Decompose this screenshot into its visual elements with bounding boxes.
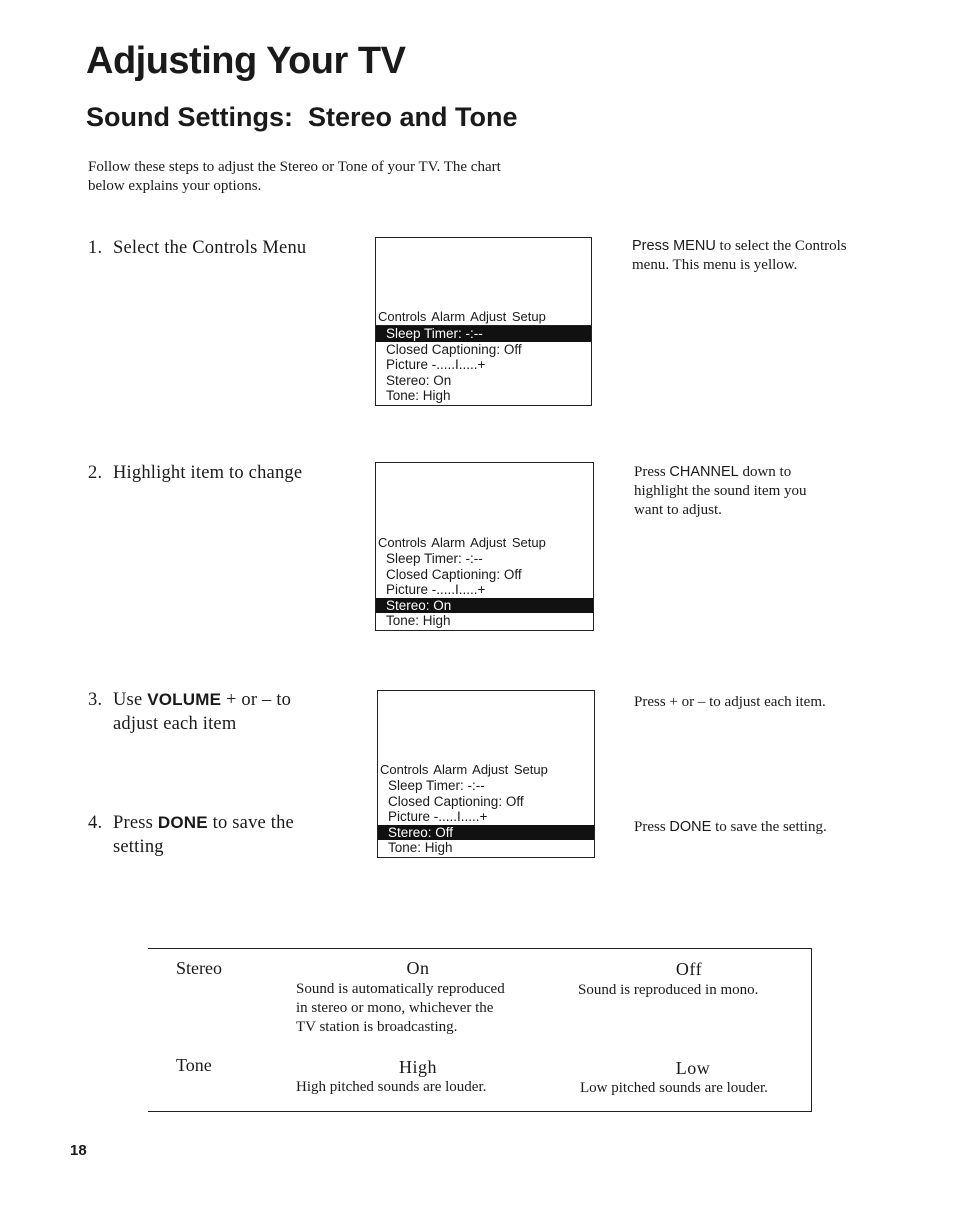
step-number: 3. [88,690,103,710]
menu-list [376,326,591,404]
step-title-cont: setting [113,837,164,857]
menu-item-stereo[interactable]: Stereo: Off [378,825,594,841]
desc-line: highlight the sound item you [634,483,807,499]
step-1-description [632,237,892,275]
menu-list [378,778,594,856]
option-on: On [406,958,430,978]
done-key-text: DONE [669,819,712,835]
step-number: 2. [88,463,103,483]
menu-item-stereo[interactable]: Stereo: On [386,372,452,388]
desc-line: want to adjust. [634,502,722,518]
menu-item-stereo[interactable]: Stereo: On [376,598,593,614]
step-title: Select the Controls Menu [113,238,307,258]
option-low: Low [675,1058,711,1078]
menu-item-closed-captioning[interactable]: Closed Captioning: Off [388,793,524,809]
menu-list [376,551,593,629]
volume-key-text: VOLUME [147,690,222,709]
menu-item-closed-captioning[interactable]: Closed Captioning: Off [386,566,522,582]
menu-key-text: Press MENU [632,238,716,254]
step-3-heading [88,688,291,736]
desc-line: Press DONE to save the setting. [634,819,827,835]
intro-line: below explains your options. [88,178,262,194]
step-title: Use VOLUME + or – to [113,690,292,710]
step-4-heading [88,811,294,859]
tv-screen-2 [375,462,594,631]
option-high-description: High pitched sounds are louder. [296,1079,487,1095]
menu-item-sleep-timer[interactable]: Sleep Timer: -:-- [376,326,591,342]
menu-item-picture[interactable]: Picture -.....I.....+ [388,809,488,824]
desc-line [632,237,892,256]
row-label-tone: Tone [176,1055,212,1075]
tv-screen-1 [375,237,592,406]
channel-key-text: CHANNEL [669,464,739,480]
step-1-heading [88,236,306,260]
step-number: 1. [88,238,103,258]
menu-item-sleep-timer[interactable]: Sleep Timer: -:-- [386,551,483,566]
menu-bar: Controls Alarm Adjust Setup [380,762,548,777]
menu-item-tone[interactable]: Tone: High [386,613,451,628]
option-high: High [399,1057,437,1077]
desc-line: Press CHANNEL down to [634,464,792,480]
menu-bar: Controls Alarm Adjust Setup [378,535,546,550]
done-key-text: DONE [157,813,208,832]
options-table [148,948,812,1112]
section-title: Sound Settings: Stereo and Tone [86,102,518,132]
option-off: Off [675,959,703,979]
menu-item-sleep-timer[interactable]: Sleep Timer: -:-- [388,778,485,793]
page-number: 18 [70,1142,87,1159]
intro-paragraph [88,158,588,196]
step-3-description: Press + or – to adjust each item. [634,694,826,710]
menu-item-tone[interactable]: Tone: High [388,840,453,855]
step-2-description [634,463,874,520]
option-on-description: Sound is automatically reproduced in stereo or mono, whichever the TV station is broadcasting. [296,981,505,1035]
desc-line: menu. This menu is yellow. [632,257,798,273]
row-label-stereo: Stereo [176,958,222,978]
step-number: 4. [88,813,103,833]
step-title: Press DONE to save the [113,813,294,833]
step-4-description [634,818,894,837]
option-low-description: Low pitched sounds are louder. [580,1080,768,1096]
menu-item-picture[interactable]: Picture -.....I.....+ [386,357,486,372]
intro-line: Follow these steps to adjust the Stereo or Tone of your TV. The chart [88,159,501,175]
step-2-heading [88,461,302,485]
menu-item-picture[interactable]: Picture -.....I.....+ [386,582,486,597]
menu-item-closed-captioning[interactable]: Closed Captioning: Off [386,341,522,357]
page-title: Adjusting Your TV [86,40,406,82]
tv-screen-3 [377,690,595,858]
step-title: Highlight item to change [113,463,303,483]
menu-item-tone[interactable]: Tone: High [386,388,451,403]
option-off-description: Sound is reproduced in mono. [578,982,759,998]
menu-bar: Controls Alarm Adjust Setup [378,309,546,324]
step-title-cont: adjust each item [113,714,237,734]
desc-rest: to select the Controls [715,238,847,254]
